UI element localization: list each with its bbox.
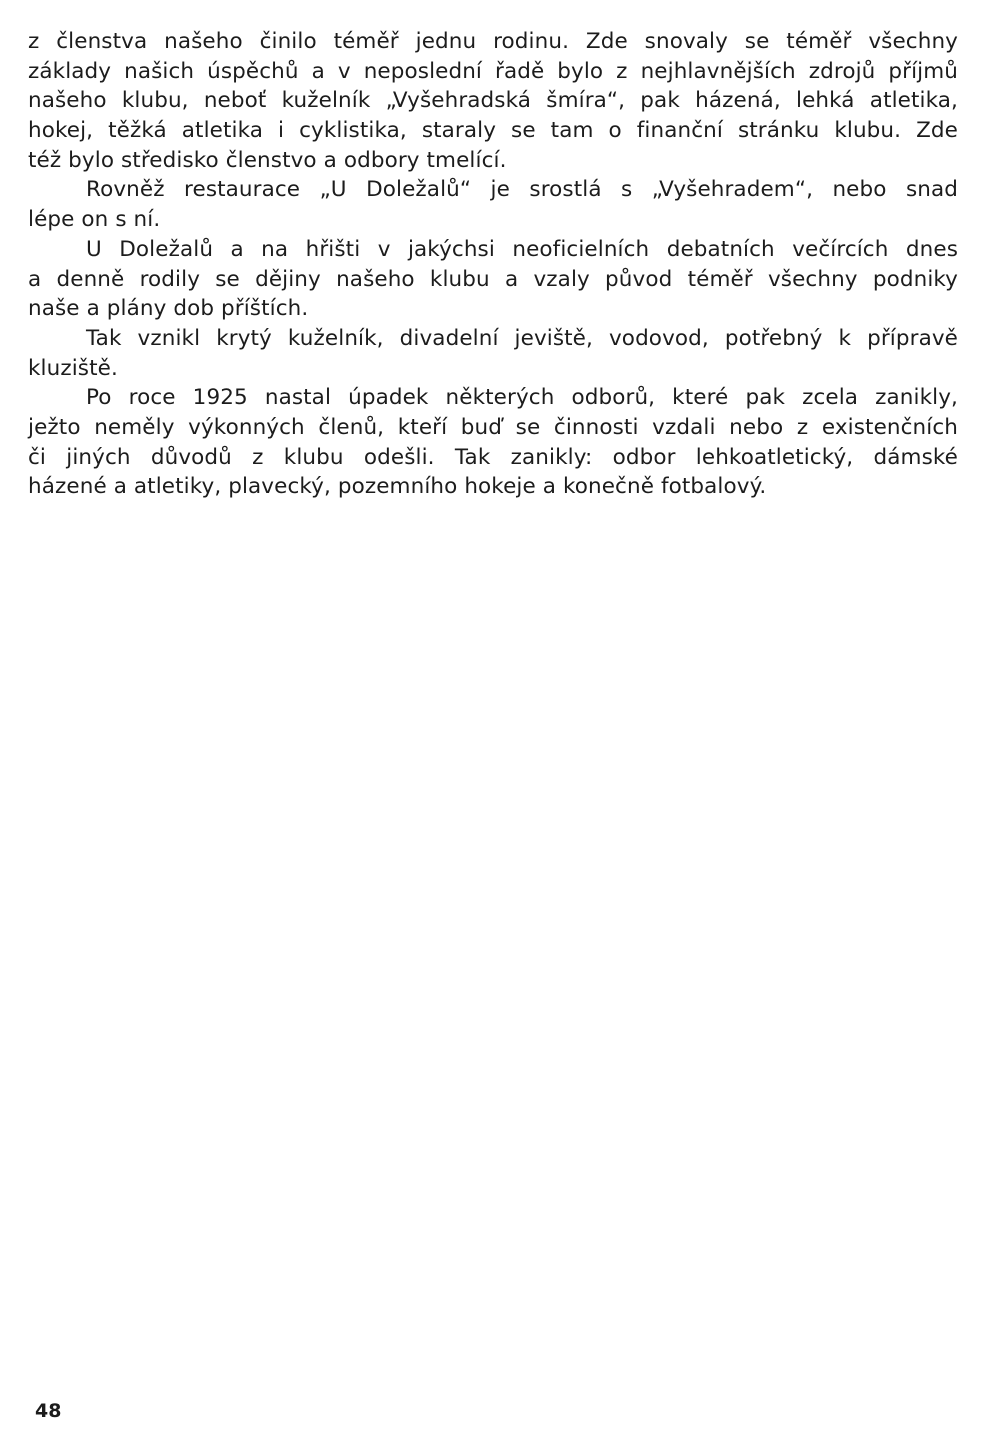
- text-line: či jiných důvodů z klubu odešli. Tak zanikly: odbor lehkoatletický, dámské: [28, 444, 958, 470]
- text-line: lépe on s ní.: [28, 207, 161, 233]
- text-line: našeho klubu, neboť kuželník „Vyšehradská šmíra“, pak házená, lehká atletika,: [28, 88, 958, 114]
- text-line: a denně rodily se dějiny našeho klubu a vzaly původ téměř všechny podniky: [28, 266, 958, 292]
- text-line: též bylo středisko členstvo a odbory tmelící.: [28, 147, 507, 173]
- text-line: Po roce 1925 nastal úpadek některých odborů, které pak zcela zanikly,: [86, 385, 958, 411]
- text-line: ježto neměly výkonných členů, kteří buď se činnosti vzdali nebo z existenčních: [28, 414, 958, 440]
- text-line: hokej, těžká atletika i cyklistika, staraly se tam o finanční stránku klubu. Zde: [28, 118, 958, 144]
- page-number: 48: [35, 1400, 62, 1422]
- text-line: Rovněž restaurace „U Doležalů“ je srostlá s „Vyšehradem“, nebo snad: [86, 177, 958, 203]
- body-text: [28, 27, 958, 502]
- text-line: kluziště.: [28, 355, 118, 381]
- text-line: naše a plány dob příštích.: [28, 296, 309, 322]
- text-line: U Doležalů a na hřišti v jakýchsi neoficielních debatních večírcích dnes: [86, 236, 958, 262]
- text-line: z členstva našeho činilo téměř jednu rodinu. Zde snovaly se téměř všechny: [28, 29, 958, 54]
- text-line: Tak vznikl krytý kuželník, divadelní jeviště, vodovod, potřebný k přípravě: [86, 325, 958, 351]
- text-line: házené a atletiky, plavecký, pozemního hokeje a konečně fotbalový.: [28, 474, 767, 500]
- text-line: základy našich úspěchů a v neposlední řadě bylo z nejhlavnějších zdrojů příjmů: [28, 58, 958, 84]
